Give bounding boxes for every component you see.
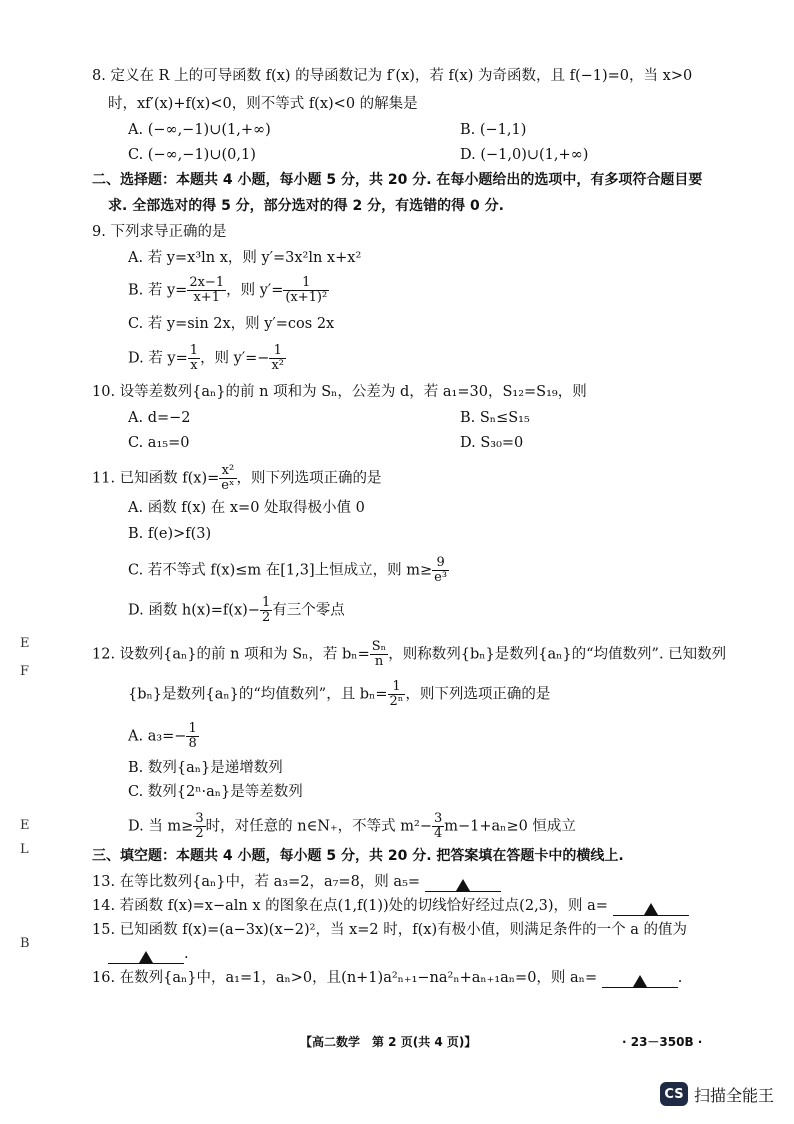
q12-a-pre: A. a₃=− (128, 728, 187, 745)
q9-d-mid: ，则 y′=− (200, 350, 270, 367)
q9-b-pre: B. 若 y= (128, 282, 188, 299)
q14-text: 14. 若函数 f(x)=x−aln x 的图象在点(1,f(1))处的切线恰好经过点(2,3)，则 a= (92, 898, 608, 914)
section2-line1: 二、选择题：本题共 4 小题，每小题 5 分，共 20 分. 在每小题给出的选项中，有多项符合题目要 (92, 172, 703, 188)
q9-b-fraction2 (283, 276, 329, 305)
q9-d-fraction2 (269, 344, 286, 373)
q11-d-fraction (260, 596, 272, 625)
q11-d-denominator: 2 (261, 610, 271, 625)
q16 (92, 968, 682, 988)
q9-b-denominator2: (x+1)² (285, 290, 328, 305)
q11-stem-pre: 11. 已知函数 f(x)= (92, 470, 220, 487)
q12-line2-post: ，则下列选项正确的是 (405, 686, 551, 703)
q11-c-denominator: e³ (434, 570, 448, 585)
q11-stem (92, 464, 382, 493)
triangle-icon (633, 975, 647, 987)
q10-option-a: A. d=−2 (128, 410, 191, 426)
q9-stem: 9. 下列求导正确的是 (92, 224, 227, 240)
q9-d-numerator: 1 (189, 343, 199, 358)
q12-a-numerator: 1 (188, 721, 197, 736)
q12-d-denominator: 2 (195, 826, 204, 841)
q12-d-fraction2 (432, 812, 444, 841)
q11-stem-denominator: eˣ (221, 478, 235, 493)
q12-d-fraction (193, 812, 205, 841)
triangle-icon (644, 903, 658, 915)
margin-mark: E (20, 818, 30, 833)
q13-answer-blank[interactable] (425, 875, 501, 892)
q12-line2-pre: {bₙ}是数列{aₙ}的“均值数列”，且 bₙ= (128, 686, 388, 703)
q11-d-post: 有三个零点 (272, 602, 345, 619)
q12-d-mid: 时，对任意的 n∈N₊，不等式 m²− (205, 818, 432, 835)
q11-stem-fraction (219, 464, 236, 493)
paper-code: · 23－350B · (622, 1035, 703, 1049)
q12-d-numerator: 3 (195, 811, 204, 826)
q11-option-a: A. 函数 f(x) 在 x=0 处取得极小值 0 (128, 500, 365, 516)
q13-text: 13. 在等比数列{aₙ}中，若 a₃=2，a₇=8，则 a₅= (92, 874, 421, 890)
q11-d-numerator: 1 (261, 595, 271, 610)
q9-option-c: C. 若 y=sin 2x，则 y′=cos 2x (128, 316, 335, 332)
margin-mark: F (20, 664, 30, 679)
q15-line2 (108, 944, 189, 964)
q10-stem: 10. 设等差数列{aₙ}的前 n 项和为 Sₙ，公差为 d，若 a₁=30，S₁₂=S₁₉，则 (92, 384, 587, 400)
q8-option-a: A. (−∞,−1)∪(1,+∞) (128, 122, 271, 138)
q11-stem-numerator: x² (219, 464, 236, 479)
q9-d-fraction (188, 344, 200, 373)
q11-option-b: B. f(e)>f(3) (128, 526, 212, 542)
q9-b-fraction (187, 276, 226, 305)
cs-logo-icon: CS (660, 1082, 688, 1106)
q12-a-fraction (186, 722, 198, 751)
q12-line1-fraction (370, 640, 389, 669)
q15-answer-blank[interactable] (108, 947, 184, 964)
section2-line2: 求. 全部选对的得 5 分，部分选对的得 2 分，有选错的得 0 分. (108, 198, 504, 214)
q12-option-a (128, 722, 199, 751)
triangle-icon (456, 879, 470, 891)
q12-line1-pre: 12. 设数列{aₙ}的前 n 项和为 Sₙ，若 bₙ= (92, 646, 370, 663)
margin-mark: B (20, 936, 30, 951)
q9-option-d (128, 344, 286, 373)
q9-d-pre: D. 若 y= (128, 350, 188, 367)
q9-b-mid: ，则 y′= (226, 282, 284, 299)
q12-line2 (128, 680, 550, 709)
q14 (92, 896, 689, 916)
q14-answer-blank[interactable] (613, 899, 689, 916)
q9-b-numerator: 2x−1 (189, 275, 225, 290)
q16-text: 16. 在数列{aₙ}中，a₁=1，aₙ>0，且(n+1)a²ₙ₊₁−na²ₙ+aₙ₊₁aₙ=0，则 aₙ= (92, 970, 598, 986)
q11-c-fraction (432, 556, 449, 585)
q8-line1: 8. 定义在 R 上的可导函数 f(x) 的导函数记为 f′(x)，若 f(x) 为奇函数，且 f(−1)=0，当 x>0 (92, 68, 693, 84)
q12-line1-denominator: n (374, 654, 384, 669)
q11-c-pre: C. 若不等式 f(x)≤m 在[1,3]上恒成立，则 m≥ (128, 562, 433, 579)
q11-option-c (128, 556, 449, 585)
section3-title: 三、填空题：本题共 4 小题，每小题 5 分，共 20 分. 把答案填在答题卡中的横线上. (92, 848, 624, 864)
q16-answer-blank[interactable] (602, 971, 678, 988)
q8-option-d: D. (−1,0)∪(1,+∞) (460, 147, 589, 163)
q12-option-b: B. 数列{aₙ}是递增数列 (128, 760, 283, 776)
q12-line2-denominator: 2ⁿ (389, 694, 404, 709)
q11-c-numerator: 9 (432, 556, 449, 571)
q10-option-c: C. a₁₅=0 (128, 435, 190, 451)
q12-d-numerator2: 3 (433, 811, 443, 826)
q8-line2: 时，xf′(x)+f(x)<0，则不等式 f(x)<0 的解集是 (108, 96, 418, 112)
q11-stem-post: ，则下列选项正确的是 (236, 470, 382, 487)
q12-line2-fraction (388, 680, 406, 709)
q9-option-b (128, 276, 329, 305)
q11-option-d (128, 596, 345, 625)
q9-b-numerator2: 1 (283, 276, 329, 291)
q12-line1-numerator: Sₙ (371, 639, 387, 654)
q10-option-d: D. S₃₀=0 (460, 435, 524, 451)
q11-d-pre: D. 函数 h(x)=f(x)− (128, 602, 260, 619)
q12-option-d (128, 812, 576, 841)
q12-d-denominator2: 4 (433, 826, 443, 841)
scanner-logo-text: 扫描全能王 (694, 1085, 775, 1105)
q9-option-a: A. 若 y=x³ln x，则 y′=3x²ln x+x² (128, 250, 362, 266)
q12-a-denominator: 8 (188, 736, 197, 751)
q16-post: . (677, 970, 683, 986)
q12-line1 (92, 640, 726, 669)
q9-d-numerator2: 1 (269, 344, 286, 359)
q15-line1: 15. 已知函数 f(x)=(a−3x)(x−2)²，当 x=2 时，f(x)有极小值，则满足条件的一个 a 的值为 (92, 922, 687, 938)
q9-d-denominator: x (190, 358, 198, 373)
q13 (92, 872, 501, 892)
q12-line1-post: ，则称数列{bₙ}是数列{aₙ}的“均值数列”. 已知数列 (388, 646, 727, 663)
q12-line2-numerator: 1 (388, 680, 406, 695)
q9-d-denominator2: x² (271, 358, 285, 373)
q8-option-b: B. (−1,1) (460, 122, 527, 138)
q8-option-c: C. (−∞,−1)∪(0,1) (128, 147, 256, 163)
margin-mark: L (20, 842, 29, 857)
q12-d-pre: D. 当 m≥ (128, 818, 194, 835)
q10-option-b: B. Sₙ≤S₁₅ (460, 410, 530, 426)
scanner-logo (660, 1082, 774, 1106)
triangle-icon (139, 951, 153, 963)
q15-line2-post: . (184, 946, 189, 962)
q12-option-c: C. 数列{2ⁿ·aₙ}是等差数列 (128, 784, 303, 800)
q9-b-denominator: x+1 (193, 290, 220, 305)
margin-mark: E (20, 636, 30, 651)
q12-d-post: m−1+aₙ≥0 恒成立 (444, 818, 576, 835)
page-footer: 【高二数学 第 2 页(共 4 页)】 (300, 1035, 477, 1049)
